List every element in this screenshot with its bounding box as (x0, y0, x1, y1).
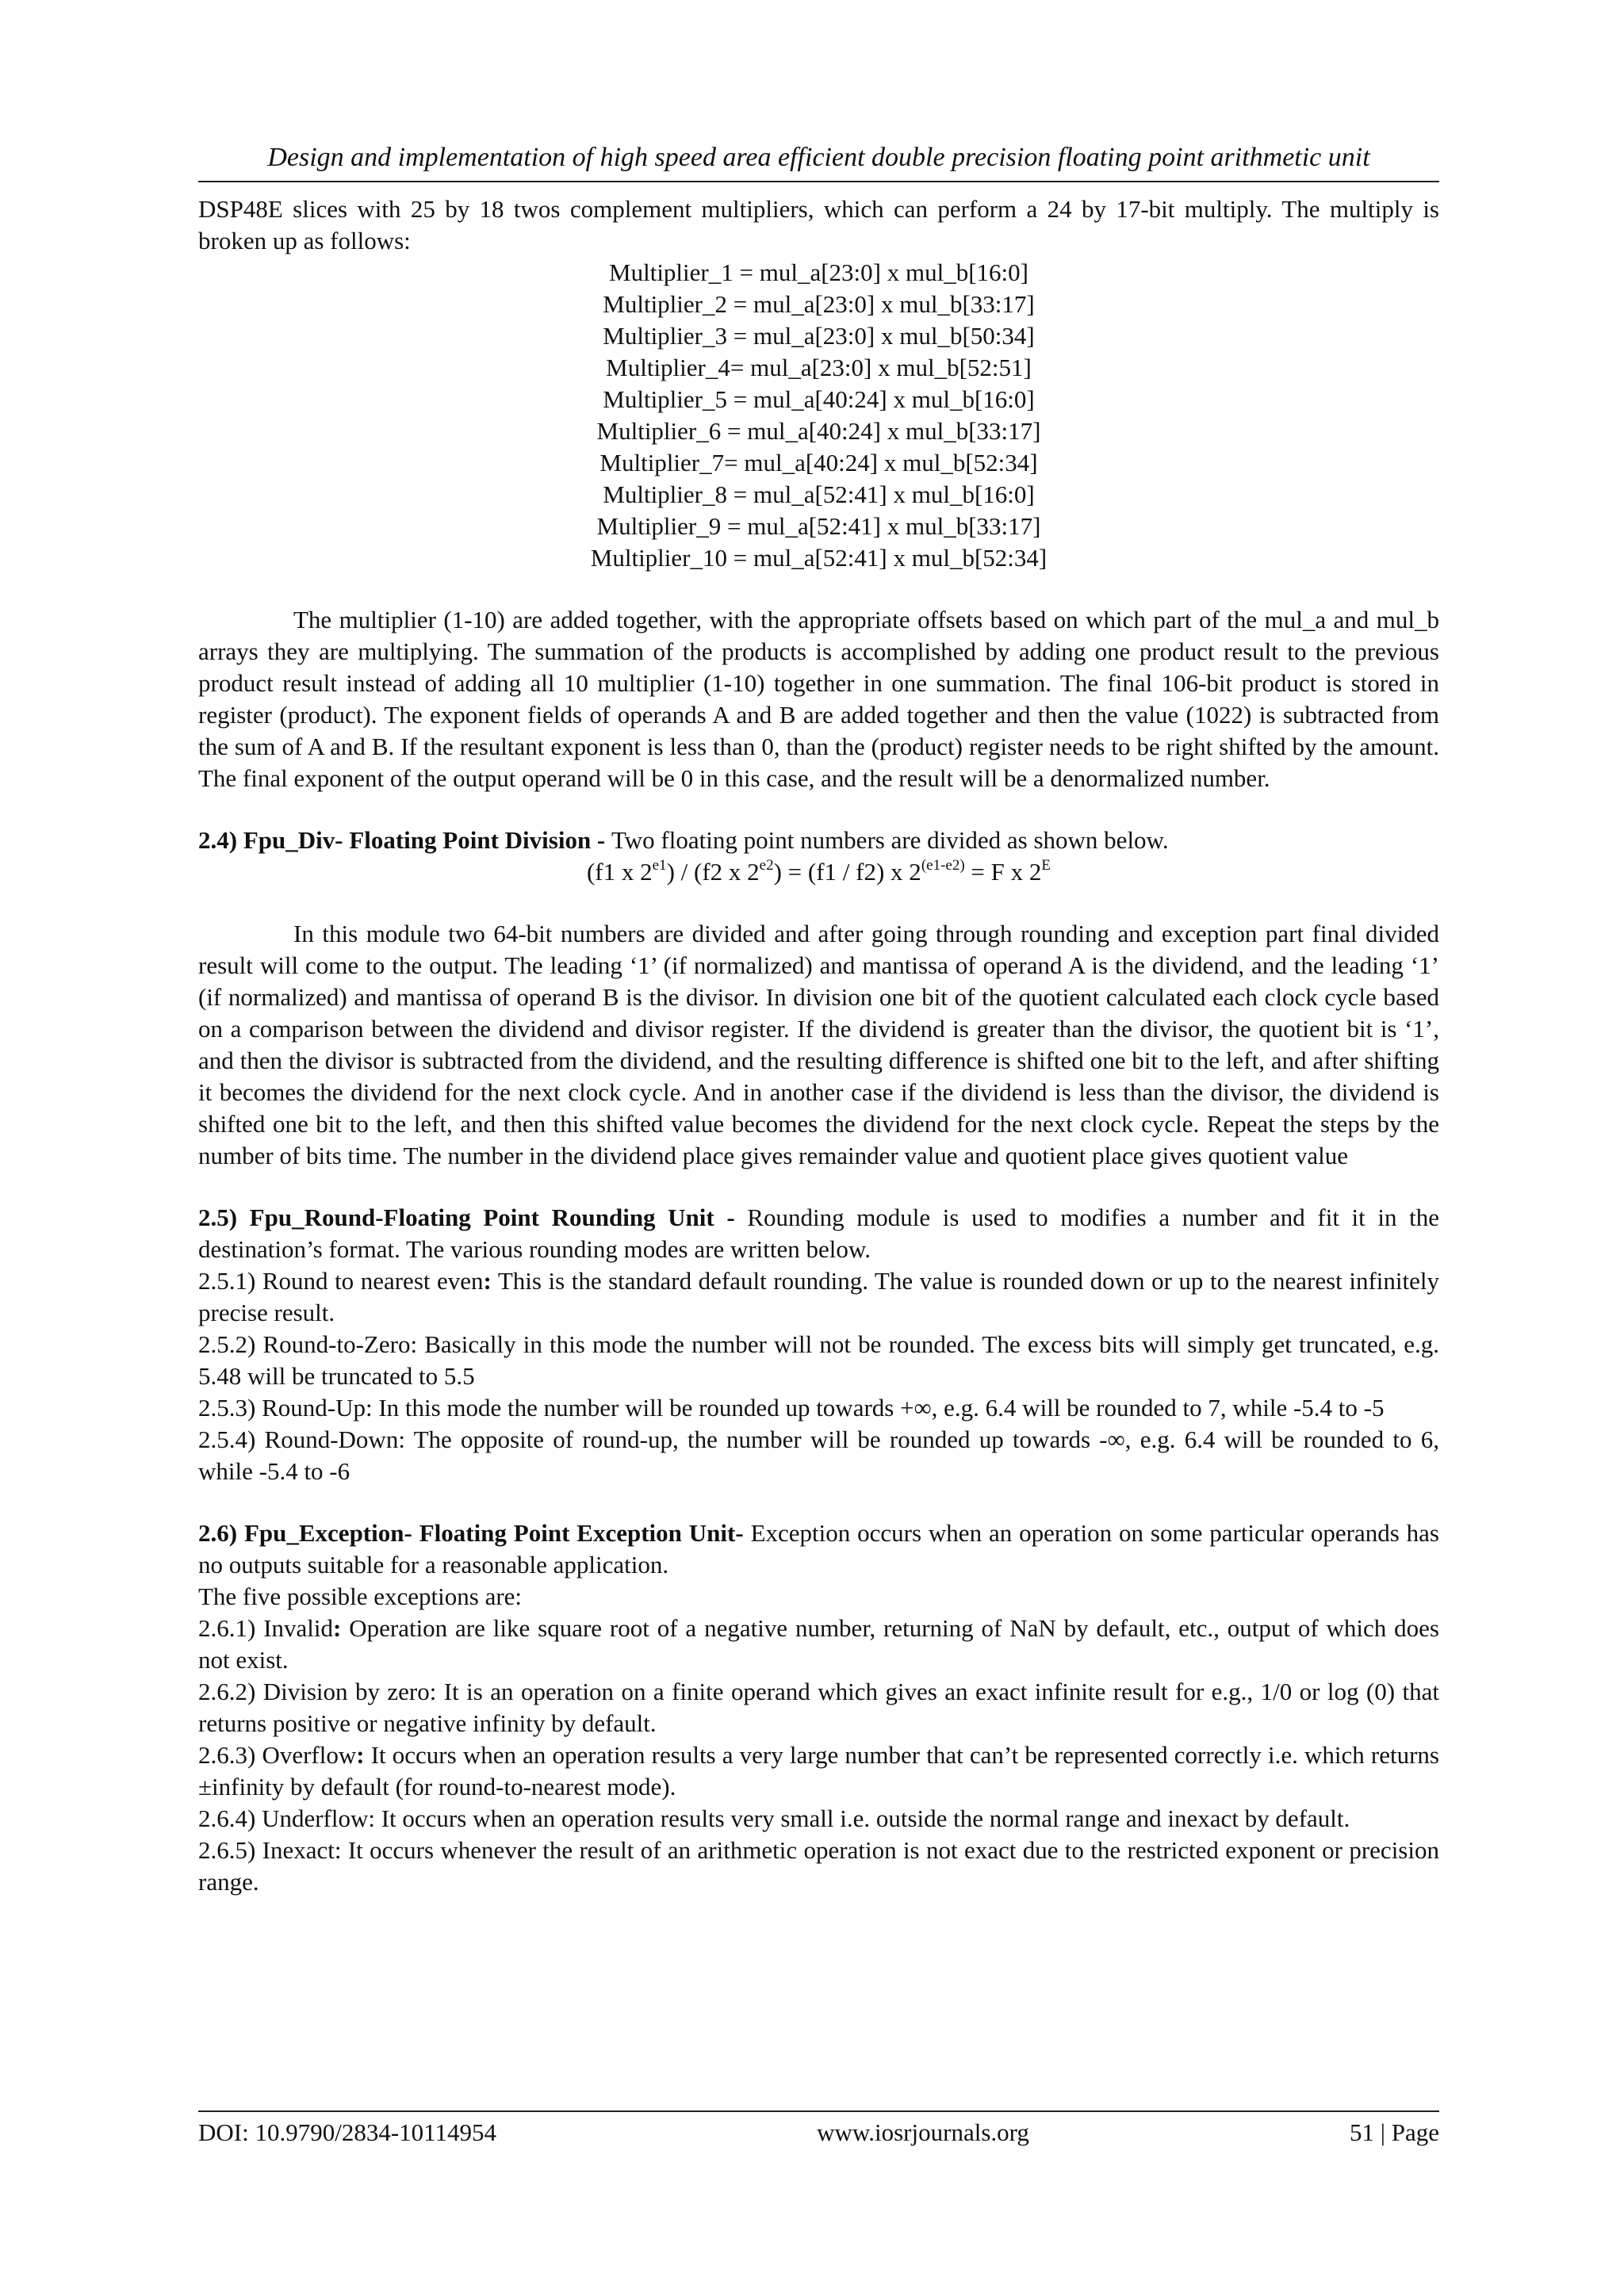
rounding-item-title: 2.5.1) Round to nearest even (198, 1267, 484, 1295)
exception-item-text: It occurs when an operation results a very large number that can’t be represented correctly i.e. which returns ±infinity by default (for round-to-nearest mode). (198, 1741, 1439, 1800)
rounding-lead: Rounding module is used to modifies a number and fit it in the destination’s format. The various rounding modes are written below. (198, 1203, 1439, 1263)
page-footer (198, 2110, 1439, 2147)
formula-exponent: e1 (652, 856, 667, 874)
formula-part: ) = (f1 / f2) x 2 (773, 858, 921, 886)
rounding-item-colon: : (483, 1267, 492, 1295)
running-header: Design and implementation of high speed area efficient double precision floating point arithmetic unit (198, 143, 1439, 182)
multiplier-line: Multiplier_10 = mul_a[52:41] x mul_b[52:34] (590, 544, 1048, 572)
page-body (198, 143, 1439, 1898)
division-paragraph: In this module two 64-bit numbers are divided and after going through rounding and exception part final divided result will come to the output. The leading ‘1’ (if normalized) and mantissa of operand A is the dividend, and the leading ‘1’ (if normalized) and mantissa of operand B is the divisor. In division one bit of the quotient calculated each clock cycle based on a comparison between the dividend and divisor register. If the dividend is greater than the divisor, the quotient bit is ‘1’, and then the divisor is subtracted from the dividend, and the resulting difference is shifted one bit to the left, and after shifting it becomes the dividend for the next clock cycle. And in another case if the dividend is less than the divisor, the dividend is shifted one bit to the left, and then this shifted value becomes the dividend for the next clock cycle. Repeat the steps by the number of bits time. The number in the dividend place gives remainder value and quotient place gives quotient value (198, 920, 1439, 1169)
exception-item-title: 2.6.1) Invalid (198, 1614, 334, 1642)
exception-lead: Exception occurs when an operation on some particular operands has no outputs suitable for a reasonable application. (198, 1519, 1439, 1578)
exception-item: 2.6.4) Underflow: It occurs when an operation results very small i.e. outside the normal range and inexact by default. (198, 1804, 1350, 1832)
multiplier-line: Multiplier_4= mul_a[23:0] x mul_b[52:51] (606, 354, 1032, 381)
multiplier-list (198, 257, 1439, 574)
footer-website: www.iosrjournals.org (817, 2118, 1029, 2146)
division-heading: 2.4) Fpu_Div- Floating Point Division - (198, 826, 612, 854)
intro-paragraph: DSP48E slices with 25 by 18 twos complement multipliers, which can perform a 24 by 17-bit multiply. The multiply is broken up as follows: (198, 195, 1439, 254)
formula-exponent: E (1041, 856, 1051, 874)
exception-intro: The five possible exceptions are: (198, 1582, 523, 1610)
multiplication-paragraph: The multiplier (1-10) are added together, with the appropriate offsets based on which part of the mul_a and mul_b arrays they are multiplying. The summation of the products is accomplished by adding one product result to the previous product result instead of adding all 10 multiplier (1-10) together in one summation. The final 106-bit product is stored in register (product). The exponent fields of operands A and B are added together and then the value (1022) is subtracted from the sum of A and B. If the resultant exponent is less than 0, than the (product) register needs to be right shifted by the amount. The final exponent of the output operand will be 0 in this case, and the result will be a denormalized number. (198, 606, 1439, 792)
rounding-item-text: This is the standard default rounding. The value is rounded down or up to the nearest infinitely precise result. (198, 1267, 1439, 1326)
rounding-item: 2.5.4) Round-Down: The opposite of round-up, the number will be rounded up towards -∞, e.g. 6.4 will be rounded to 6, while -5.4 to -6 (198, 1425, 1439, 1485)
exception-item-title: 2.6.3) Overflow (198, 1741, 357, 1769)
exception-item-colon: : (356, 1741, 365, 1769)
multiplier-line: Multiplier_7= mul_a[40:24] x mul_b[52:34] (599, 449, 1038, 476)
multiplier-line: Multiplier_6 = mul_a[40:24] x mul_b[33:17] (596, 417, 1041, 445)
rounding-item (198, 1265, 1439, 1329)
exception-item: 2.6.2) Division by zero: It is an operation on a finite operand which gives an exact infinite result for e.g., 1/0 or log (0) that returns positive or negative infinity by default. (198, 1678, 1439, 1737)
multiplier-line: Multiplier_1 = mul_a[23:0] x mul_b[16:0] (609, 258, 1028, 286)
division-lead: Two floating point numbers are divided as shown below. (611, 826, 1169, 854)
exception-item-text: Operation are like square root of a negative number, returning of NaN by default, etc., output of which does not exist. (198, 1614, 1439, 1674)
formula-part: ) / (f2 x 2 (666, 858, 760, 886)
division-formula (198, 856, 1439, 888)
rounding-item: 2.5.3) Round-Up: In this mode the number will be rounded up towards +∞, e.g. 6.4 will be rounded to 7, while -5.4 to -5 (198, 1394, 1385, 1422)
multiplier-line: Multiplier_8 = mul_a[52:41] x mul_b[16:0] (603, 480, 1035, 508)
footer-doi: DOI: 10.9790/2834-10114954 (198, 2118, 496, 2146)
exception-item-colon: : (333, 1614, 342, 1642)
formula-exponent: (e1-e2) (921, 856, 965, 874)
rounding-section-heading (198, 1202, 1439, 1265)
exception-item: 2.6.5) Inexact: It occurs whenever the result of an arithmetic operation is not exact due to the restricted exponent or precision range. (198, 1836, 1439, 1896)
multiplier-line: Multiplier_9 = mul_a[52:41] x mul_b[33:17] (596, 512, 1041, 540)
formula-part: (f1 x 2 (586, 858, 653, 886)
exception-section-heading (198, 1517, 1439, 1581)
rounding-heading: 2.5) Fpu_Round-Floating Point Rounding Unit - (198, 1203, 748, 1231)
formula-exponent: e2 (759, 856, 774, 874)
multiplier-line: Multiplier_2 = mul_a[23:0] x mul_b[33:17] (603, 290, 1035, 318)
exception-item (198, 1613, 1439, 1676)
exception-heading: 2.6) Fpu_Exception- Floating Point Exception Unit- (198, 1519, 744, 1547)
rounding-item: 2.5.2) Round-to-Zero: Basically in this mode the number will not be rounded. The excess bits will simply get truncated, e.g. 5.48 will be truncated to 5.5 (198, 1330, 1439, 1390)
exception-item (198, 1739, 1439, 1803)
division-section-heading (198, 825, 1439, 856)
multiplier-line: Multiplier_3 = mul_a[23:0] x mul_b[50:34] (603, 322, 1035, 350)
formula-part: = F x 2 (964, 858, 1042, 886)
multiplier-line: Multiplier_5 = mul_a[40:24] x mul_b[16:0] (603, 385, 1035, 413)
footer-page-number: 51 | Page (1350, 2118, 1439, 2146)
